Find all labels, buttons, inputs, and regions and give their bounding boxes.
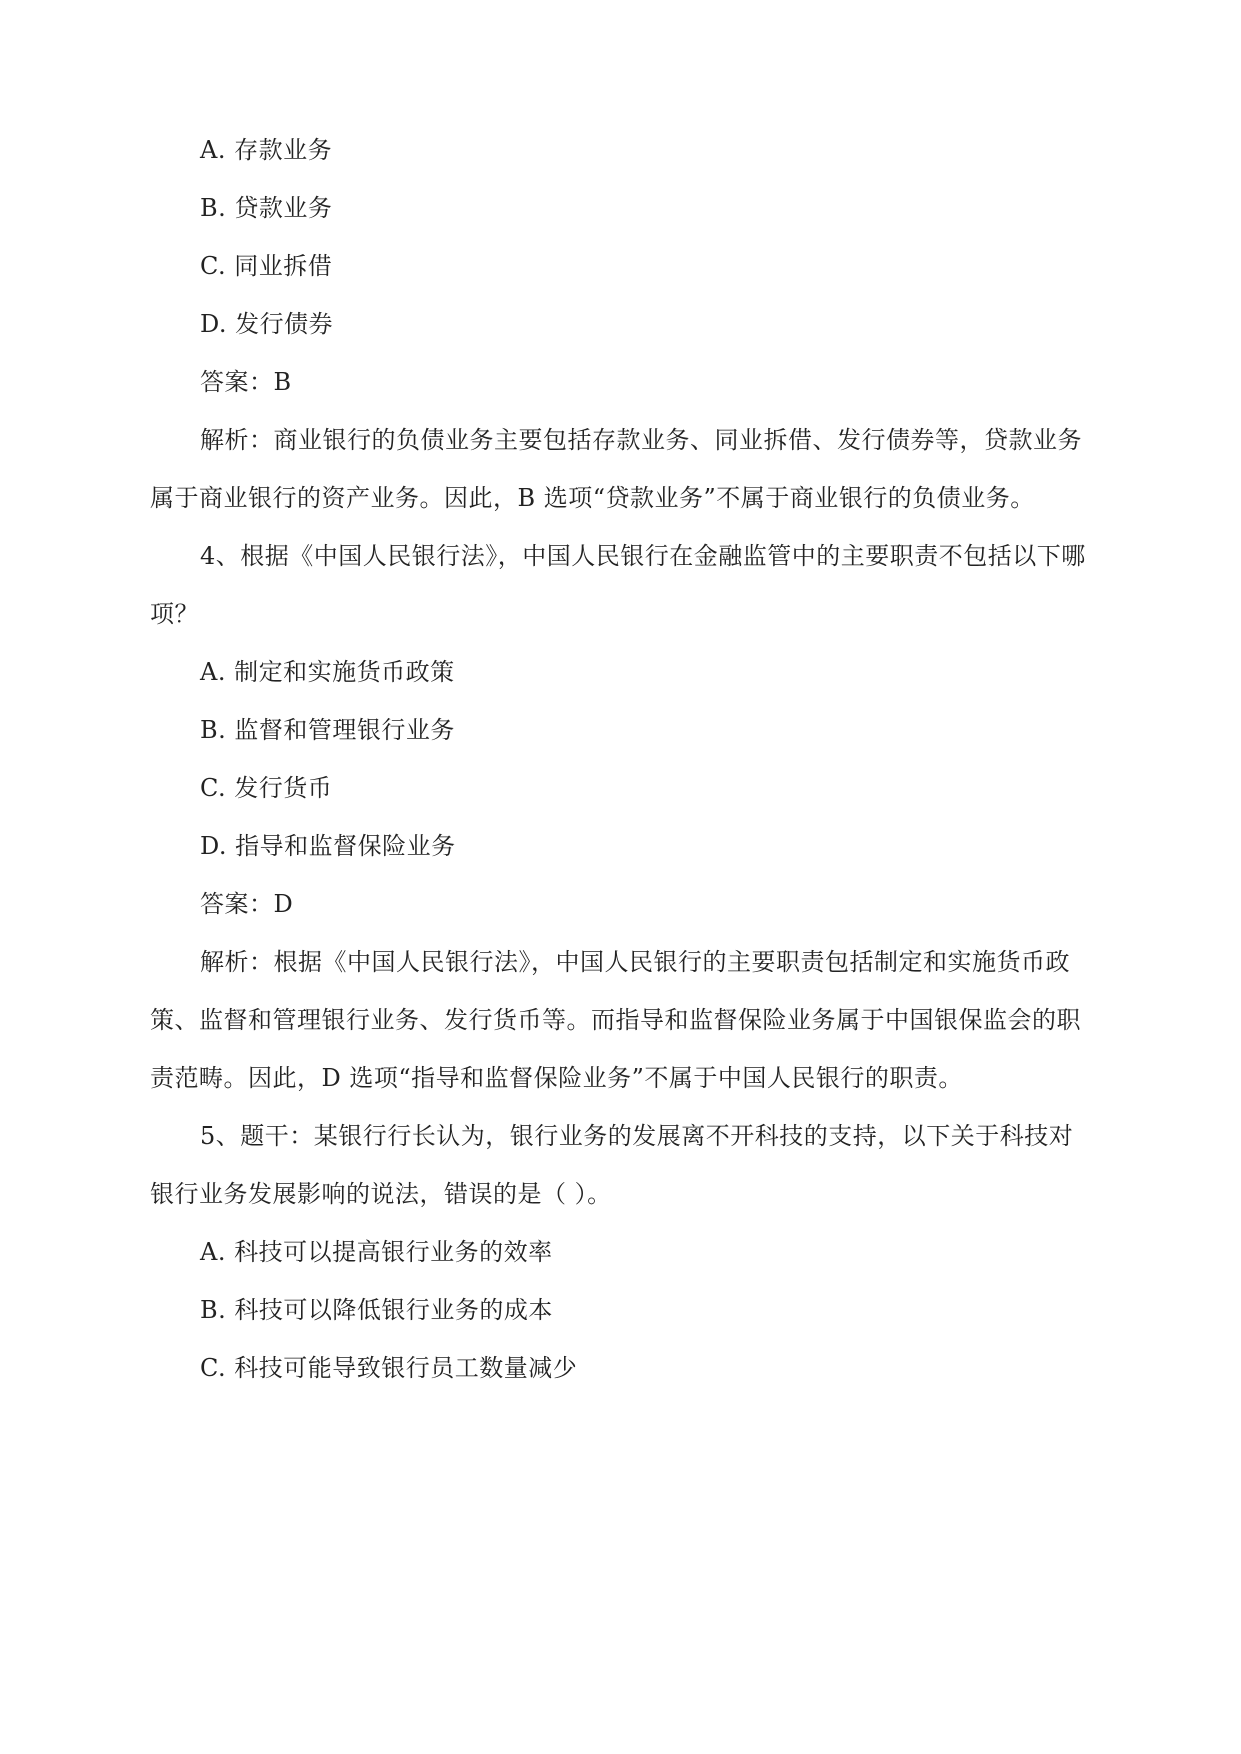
q4-option-c: C. 发行货币 [200,774,333,802]
q4-stem-line-1: 4、根据《中国人民银行法》，中国人民银行在金融监管中的主要职责不包括以下哪 [200,542,1086,570]
q3-answer: 答案：B [200,368,292,396]
q4-option-a: A. 制定和实施货币政策 [200,658,455,686]
q5-stem-line-1: 5、题干：某银行行长认为，银行业务的发展离不开科技的支持，以下关于科技对 [200,1122,1074,1150]
q4-stem-line-2: 项？ [150,600,199,628]
q5-stem-line-2: 银行业务发展影响的说法，错误的是（ ）。 [150,1180,612,1208]
q3-option-c: C. 同业拆借 [200,252,333,280]
q3-option-b: B. 贷款业务 [200,194,333,222]
q5-option-a: A. 科技可以提高银行业务的效率 [200,1238,553,1266]
q4-option-d: D. 指导和监督保险业务 [200,832,456,860]
q5-option-b: B. 科技可以降低银行业务的成本 [200,1296,553,1324]
q4-analysis-line-2: 策、监督和管理银行业务、发行货币等。而指导和监督保险业务属于中国银保监会的职 [150,1006,1081,1034]
q4-option-b: B. 监督和管理银行业务 [200,716,455,744]
q3-analysis-line-2: 属于商业银行的资产业务。因此，B 选项“贷款业务”不属于商业银行的负债业务。 [150,484,1035,512]
q4-answer: 答案：D [200,890,294,918]
q3-option-a: A. 存款业务 [200,136,333,164]
q4-analysis-line-3: 责范畴。因此，D 选项“指导和监督保险业务”不属于中国人民银行的职责。 [150,1064,963,1092]
q3-option-d: D. 发行债券 [200,310,334,338]
q3-analysis-line-1: 解析：商业银行的负债业务主要包括存款业务、同业拆借、发行债券等，贷款业务 [200,426,1082,454]
q4-analysis-line-1: 解析：根据《中国人民银行法》，中国人民银行的主要职责包括制定和实施货币政 [200,948,1070,976]
q5-option-c: C. 科技可能导致银行员工数量减少 [200,1354,578,1382]
